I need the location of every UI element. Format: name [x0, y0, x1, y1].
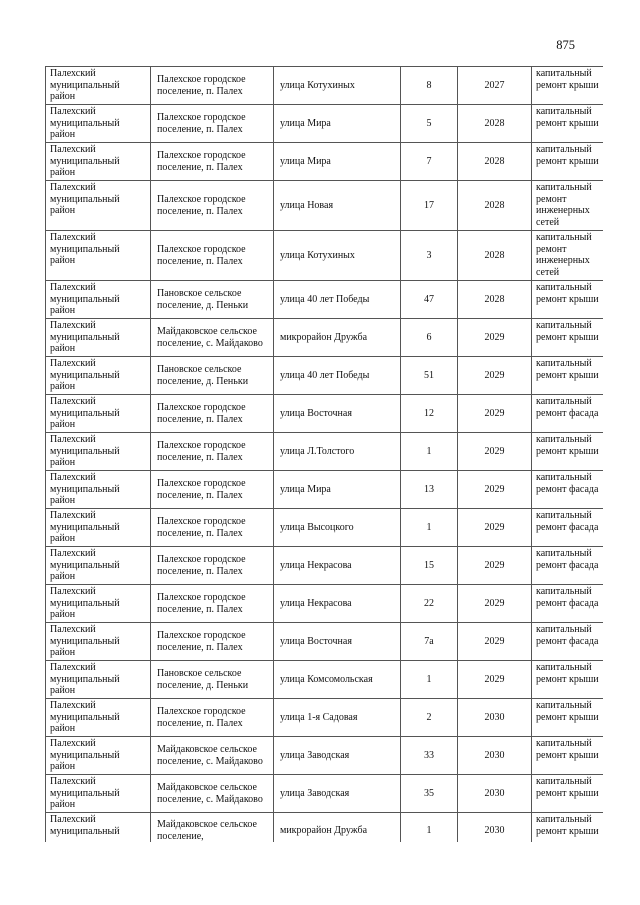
work-type-cell: капитальный ремонт крыши [532, 319, 604, 357]
street-cell: улица Котухиных [274, 67, 401, 105]
house-number-cell: 8 [401, 67, 458, 105]
house-number-cell: 12 [401, 395, 458, 433]
region-cell: Палехский муниципальный район [46, 319, 151, 357]
work-type-cell: капитальный ремонт крыши [532, 67, 604, 105]
table-row [46, 547, 604, 585]
year-cell: 2030 [458, 813, 532, 843]
settlement-cell: Палехское городское поселение, п. Палех [151, 585, 274, 623]
street-cell: улица Заводская [274, 737, 401, 775]
work-type-cell: капитальный ремонт крыши [532, 143, 604, 181]
table-row [46, 509, 604, 547]
street-cell: микрорайон Дружба [274, 813, 401, 843]
street-cell: микрорайон Дружба [274, 319, 401, 357]
house-number-cell: 1 [401, 813, 458, 843]
settlement-cell: Майдаковское сельское поселение, [151, 813, 274, 843]
region-cell: Палехский муниципальный район [46, 471, 151, 509]
table-row [46, 181, 604, 231]
table-row [46, 395, 604, 433]
work-type-cell: капитальный ремонт крыши [532, 281, 604, 319]
settlement-cell: Майдаковское сельское поселение, с. Майдаково [151, 319, 274, 357]
region-cell: Палехский муниципальный район [46, 585, 151, 623]
year-cell: 2030 [458, 699, 532, 737]
region-cell: Палехский муниципальный район [46, 231, 151, 281]
settlement-cell: Палехское городское поселение, п. Палех [151, 547, 274, 585]
settlement-cell: Палехское городское поселение, п. Палех [151, 471, 274, 509]
work-type-cell: капитальный ремонт фасада [532, 509, 604, 547]
street-cell: улица 1-я Садовая [274, 699, 401, 737]
table-row [46, 105, 604, 143]
house-number-cell: 1 [401, 661, 458, 699]
street-cell: улица Котухиных [274, 231, 401, 281]
year-cell: 2028 [458, 181, 532, 231]
region-cell: Палехский муниципальный район [46, 395, 151, 433]
settlement-cell: Пановское сельское поселение, д. Пеньки [151, 281, 274, 319]
year-cell: 2029 [458, 623, 532, 661]
settlement-cell: Палехское городское поселение, п. Палех [151, 395, 274, 433]
street-cell: улица Некрасова [274, 547, 401, 585]
year-cell: 2029 [458, 471, 532, 509]
table-row [46, 623, 604, 661]
street-cell: улица 40 лет Победы [274, 281, 401, 319]
year-cell: 2029 [458, 585, 532, 623]
region-cell: Палехский муниципальный район [46, 699, 151, 737]
settlement-cell: Палехское городское поселение, п. Палех [151, 67, 274, 105]
year-cell: 2028 [458, 105, 532, 143]
street-cell: улица Новая [274, 181, 401, 231]
street-cell: улица Комсомольская [274, 661, 401, 699]
work-type-cell: капитальный ремонт крыши [532, 813, 604, 843]
house-number-cell: 33 [401, 737, 458, 775]
settlement-cell: Палехское городское поселение, п. Палех [151, 433, 274, 471]
house-number-cell: 51 [401, 357, 458, 395]
settlement-cell: Палехское городское поселение, п. Палех [151, 105, 274, 143]
table-row [46, 281, 604, 319]
settlement-cell: Пановское сельское поселение, д. Пеньки [151, 661, 274, 699]
house-number-cell: 13 [401, 471, 458, 509]
year-cell: 2029 [458, 547, 532, 585]
table-row [46, 143, 604, 181]
table-row [46, 433, 604, 471]
table-row [46, 231, 604, 281]
settlement-cell: Палехское городское поселение, п. Палех [151, 623, 274, 661]
region-cell: Палехский муниципальный [46, 813, 151, 843]
region-cell: Палехский муниципальный район [46, 775, 151, 813]
region-cell: Палехский муниципальный район [46, 105, 151, 143]
table-row [46, 67, 604, 105]
house-number-cell: 1 [401, 509, 458, 547]
house-number-cell: 6 [401, 319, 458, 357]
year-cell: 2029 [458, 433, 532, 471]
table-row [46, 775, 604, 813]
house-number-cell: 5 [401, 105, 458, 143]
work-type-cell: капитальный ремонт крыши [532, 357, 604, 395]
settlement-cell: Палехское городское поселение, п. Палех [151, 231, 274, 281]
region-cell: Палехский муниципальный район [46, 433, 151, 471]
street-cell: улица Восточная [274, 395, 401, 433]
work-type-cell: капитальный ремонт фасада [532, 395, 604, 433]
street-cell: улица Л.Толстого [274, 433, 401, 471]
work-type-cell: капитальный ремонт инженерных сетей [532, 181, 604, 231]
work-type-cell: капитальный ремонт инженерных сетей [532, 231, 604, 281]
street-cell: улица Восточная [274, 623, 401, 661]
work-type-cell: капитальный ремонт фасада [532, 471, 604, 509]
house-number-cell: 2 [401, 699, 458, 737]
settlement-cell: Пановское сельское поселение, д. Пеньки [151, 357, 274, 395]
house-number-cell: 15 [401, 547, 458, 585]
house-number-cell: 7 [401, 143, 458, 181]
region-cell: Палехский муниципальный район [46, 737, 151, 775]
region-cell: Палехский муниципальный район [46, 143, 151, 181]
year-cell: 2027 [458, 67, 532, 105]
region-cell: Палехский муниципальный район [46, 661, 151, 699]
region-cell: Палехский муниципальный район [46, 357, 151, 395]
year-cell: 2030 [458, 775, 532, 813]
street-cell: улица Мира [274, 105, 401, 143]
table-row [46, 661, 604, 699]
table-container [45, 66, 603, 842]
house-number-cell: 47 [401, 281, 458, 319]
street-cell: улица Некрасова [274, 585, 401, 623]
house-number-cell: 22 [401, 585, 458, 623]
table-body [46, 67, 604, 843]
year-cell: 2028 [458, 281, 532, 319]
year-cell: 2029 [458, 661, 532, 699]
year-cell: 2029 [458, 319, 532, 357]
work-type-cell: капитальный ремонт крыши [532, 775, 604, 813]
region-cell: Палехский муниципальный район [46, 67, 151, 105]
page-number: 875 [556, 38, 575, 52]
street-cell: улица Мира [274, 471, 401, 509]
street-cell: улица Заводская [274, 775, 401, 813]
street-cell: улица Мира [274, 143, 401, 181]
settlement-cell: Палехское городское поселение, п. Палех [151, 143, 274, 181]
year-cell: 2028 [458, 143, 532, 181]
work-type-cell: капитальный ремонт крыши [532, 105, 604, 143]
house-number-cell: 7а [401, 623, 458, 661]
street-cell: улица 40 лет Победы [274, 357, 401, 395]
table-row [46, 357, 604, 395]
work-type-cell: капитальный ремонт крыши [532, 661, 604, 699]
work-type-cell: капитальный ремонт крыши [532, 699, 604, 737]
table-row [46, 471, 604, 509]
work-type-cell: капитальный ремонт фасада [532, 547, 604, 585]
region-cell: Палехский муниципальный район [46, 509, 151, 547]
table-row [46, 699, 604, 737]
settlement-cell: Палехское городское поселение, п. Палех [151, 509, 274, 547]
street-cell: улица Высоцкого [274, 509, 401, 547]
repair-schedule-table [45, 66, 603, 842]
year-cell: 2029 [458, 395, 532, 433]
table-row [46, 585, 604, 623]
work-type-cell: капитальный ремонт крыши [532, 737, 604, 775]
table-row [46, 319, 604, 357]
region-cell: Палехский муниципальный район [46, 547, 151, 585]
house-number-cell: 1 [401, 433, 458, 471]
settlement-cell: Палехское городское поселение, п. Палех [151, 699, 274, 737]
table-row [46, 813, 604, 843]
year-cell: 2028 [458, 231, 532, 281]
year-cell: 2029 [458, 509, 532, 547]
settlement-cell: Майдаковское сельское поселение, с. Майдаково [151, 775, 274, 813]
year-cell: 2029 [458, 357, 532, 395]
table-row [46, 737, 604, 775]
work-type-cell: капитальный ремонт фасада [532, 585, 604, 623]
region-cell: Палехский муниципальный район [46, 281, 151, 319]
work-type-cell: капитальный ремонт крыши [532, 433, 604, 471]
house-number-cell: 35 [401, 775, 458, 813]
house-number-cell: 3 [401, 231, 458, 281]
work-type-cell: капитальный ремонт фасада [532, 623, 604, 661]
settlement-cell: Майдаковское сельское поселение, с. Майдаково [151, 737, 274, 775]
region-cell: Палехский муниципальный район [46, 623, 151, 661]
region-cell: Палехский муниципальный район [46, 181, 151, 231]
settlement-cell: Палехское городское поселение, п. Палех [151, 181, 274, 231]
house-number-cell: 17 [401, 181, 458, 231]
year-cell: 2030 [458, 737, 532, 775]
